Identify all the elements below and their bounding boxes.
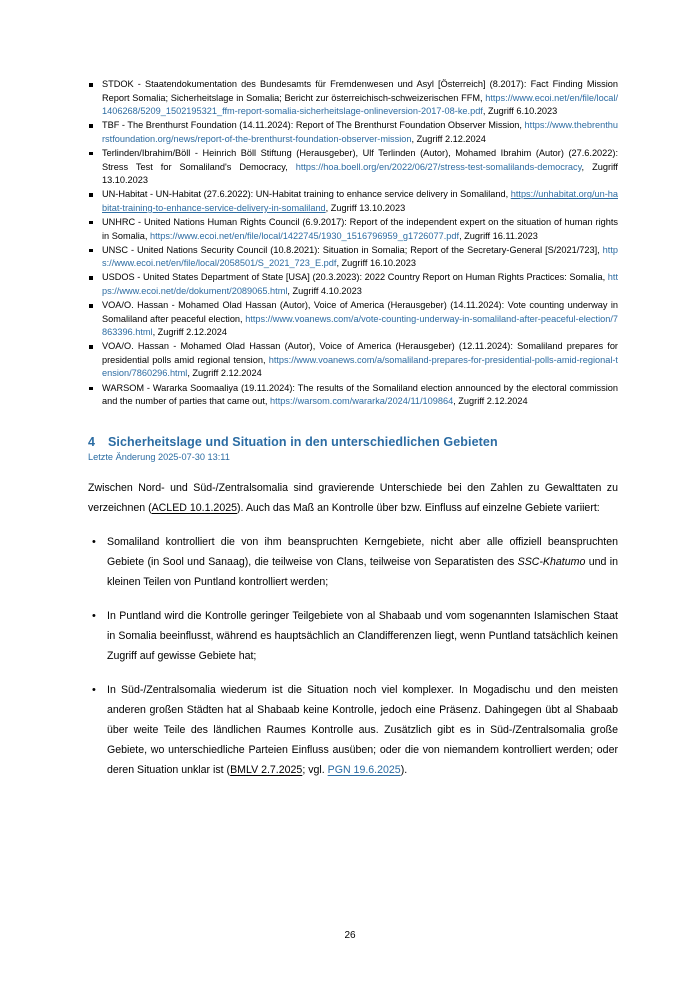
- source-link[interactable]: https://hoa.boell.org/en/2022/06/27/stress-test-somalilands-democracy: [295, 161, 582, 172]
- source-citation-link[interactable]: PGN 19.6.2025: [327, 763, 401, 776]
- source-link[interactable]: https://www.voanews.com/a/somaliland-prepares-for-presidential-polls-amid-regional-tension/7860296.html: [102, 354, 618, 379]
- bibliography-entry: USDOS - United States Department of State [USA] (20.3.2023): 2022 Country Report on Human Rights Practices: Somalia, https://www.ecoi.net/de/dokument/2089065.html, Zugriff 4.10.2023: [88, 271, 618, 298]
- bibliography-entry: UNSC - United Nations Security Council (10.8.2021): Situation in Somalia; Report of the Secretary-General [S/2021/723], https://www.ecoi.net/en/file/local/2058501/S_2021_723_E.pdf, Zugriff 16.10.2023: [88, 244, 618, 271]
- page-content: [88, 78, 618, 794]
- bullet-item: • In Süd-/Zentralsomalia wiederum ist die Situation noch viel komplexer. In Mogadischu und den meisten anderen großen Städten hat al Shabaab keine Kontrolle, jedoch eine Präsenz. Dahingegen übt al Shabaab über weite Teile des ländlichen Raumes Kontrolle aus. Zusätzlich gibt es in Süd-/Zentralsomalia große Gebiete, wo unterschiedliche Parteien Einfluss ausüben; oder die von niemandem kontrolliert werden; oder deren Situation unklar ist (BMLV 2.7.2025; vgl. PGN 19.6.2025).: [88, 680, 618, 780]
- bibliography-entry: TBF - The Brenthurst Foundation (14.11.2024): Report of The Brenthurst Foundation Observer Mission, https://www.thebrenthurstfoundation.org/news/report-of-the-brenthurst-foundation-observer-mission, Zugriff 2.12.2024: [88, 119, 618, 146]
- bibliography-entry: STDOK - Staatendokumentation des Bundesamts für Fremdenwesen und Asyl [Österreich] (8.2017): Fact Finding Mission Report Somalia; Sicherheitslage in Somalia; Bericht zur österreichisch-schweizerischen FFM, https://www.ecoi.net/en/file/local/1406268/5209_1502195321_ffm-report-somalia-sicherheitslage-onlineversion-2017-08-ke.pdf, Zugriff 6.10.2023: [88, 78, 618, 119]
- section-last-modified: Letzte Änderung 2025-07-30 13:11: [88, 451, 230, 462]
- page-number: 26: [344, 930, 356, 941]
- intro-paragraph: Zwischen Nord- und Süd-/Zentralsomalia sind gravierende Unterschiede bei den Zahlen zu Gewalttaten zu verzeichnen (ACLED 10.1.2025). Auch das Maß an Kontrolle über bzw. Einfluss auf einzelne Gebiete variiert:: [88, 481, 618, 514]
- section-title: Sicherheitslage und Situation in den unterschiedlichen Gebieten: [108, 434, 498, 449]
- source-link[interactable]: https://www.ecoi.net/de/dokument/2089065.html: [102, 272, 618, 296]
- bibliography-entry: UNHRC - United Nations Human Rights Council (6.9.2017): Report of the independent expert on the situation of human rights in Somalia, https://www.ecoi.net/en/file/local/1422745/1930_1516796959_g1726077.pdf, Zugriff 16.11.2023: [88, 216, 618, 243]
- bibliography-entry: UN-Habitat - UN-Habitat (27.6.2022): UN-Habitat training to enhance service delivery in Somaliland, https://unhabitat.org/un-habitat-training-to-enhance-service-delivery-in-somaliland, Zugriff 13.10.2023: [88, 188, 618, 215]
- bibliography-entry: WARSOM - Wararka Soomaaliya (19.11.2024): The results of the Somaliland election announced by the electoral commission and the number of parties that came out, https://warsom.com/wararka/2024/11/109864, Zugriff 2.12.2024: [88, 382, 618, 409]
- source-link[interactable]: https://www.ecoi.net/en/file/local/1406268/5209_1502195321_ffm-report-somalia-sicherheitslage-onlineversion-2017-08-ke.pdf: [102, 92, 618, 117]
- bullet-list: [88, 532, 618, 780]
- bibliography-entry: VOA/O. Hassan - Mohamed Olad Hassan (Autor), Voice of America (Herausgeber) (12.11.2024): Somaliland prepares for presidential polls amid regional tension, https://www.voanews.com/a/somaliland-prepares-for-presidential-polls-amid-regional-tension/7860296.html, Zugriff 2.12.2024: [88, 340, 618, 381]
- source-citation: ACLED 10.1.2025: [151, 501, 237, 514]
- bullet-item: • In Puntland wird die Kontrolle geringer Teilgebiete von al Shabaab und vom sogenannten Islamischen Staat in Somalia beeinflusst, während es hauptsächlich an Clandifferenzen liegt, wenn Puntland tatsächlich keinen Zugriff auf gewisse Gebiete hat;: [88, 606, 618, 666]
- emphasis-text: SSC-Khatumo: [517, 555, 586, 568]
- source-link[interactable]: https://www.thebrenthurstfoundation.org/news/report-of-the-brenthurst-foundation-observer-mission: [102, 120, 618, 144]
- bibliography-list: [88, 78, 618, 409]
- source-link[interactable]: https://unhabitat.org/un-habitat-training-to-enhance-service-delivery-in-somaliland: [102, 189, 618, 213]
- source-link[interactable]: https://www.ecoi.net/en/file/local/2058501/S_2021_723_E.pdf: [102, 244, 618, 269]
- source-link[interactable]: https://warsom.com/wararka/2024/11/109864: [270, 396, 454, 407]
- bibliography-entry: VOA/O. Hassan - Mohamed Olad Hassan (Autor), Voice of America (Herausgeber) (14.11.2024): Vote counting underway in Somaliland after peaceful election, https://www.voanews.com/a/vote-counting-underway-in-somaliland-after-peaceful-election/7863396.html, Zugriff 2.12.2024: [88, 299, 618, 340]
- source-link[interactable]: https://www.ecoi.net/en/file/local/1422745/1930_1516796959_g1726077.pdf: [150, 230, 460, 241]
- section-heading: [88, 435, 618, 449]
- source-citation: BMLV 2.7.2025: [230, 763, 303, 776]
- source-link[interactable]: https://www.voanews.com/a/vote-counting-underway-in-somaliland-after-peaceful-election/7863396.html: [102, 313, 618, 338]
- bibliography-entry: Terlinden/Ibrahim/Böll - Heinrich Böll Stiftung (Herausgeber), Ulf Terlinden (Autor), Mohamed Ibrahim (Autor) (27.6.2022): Stress Test for Somaliland's Democracy, https://hoa.boell.org/en/2022/06/27/stress-test-somalilands-democracy, Zugriff 13.10.2023: [88, 147, 618, 188]
- section-number: 4: [88, 434, 96, 449]
- bullet-item: • Somaliland kontrolliert die von ihm beanspruchten Kerngebiete, nicht aber alle offiziell beanspruchten Gebiete (in Sool und Sanaag), die teilweise von Clans, teilweise von Separatisten des SSC-Khatumo und in kleinen Teilen von Puntland kontrolliert werden;: [88, 532, 618, 592]
